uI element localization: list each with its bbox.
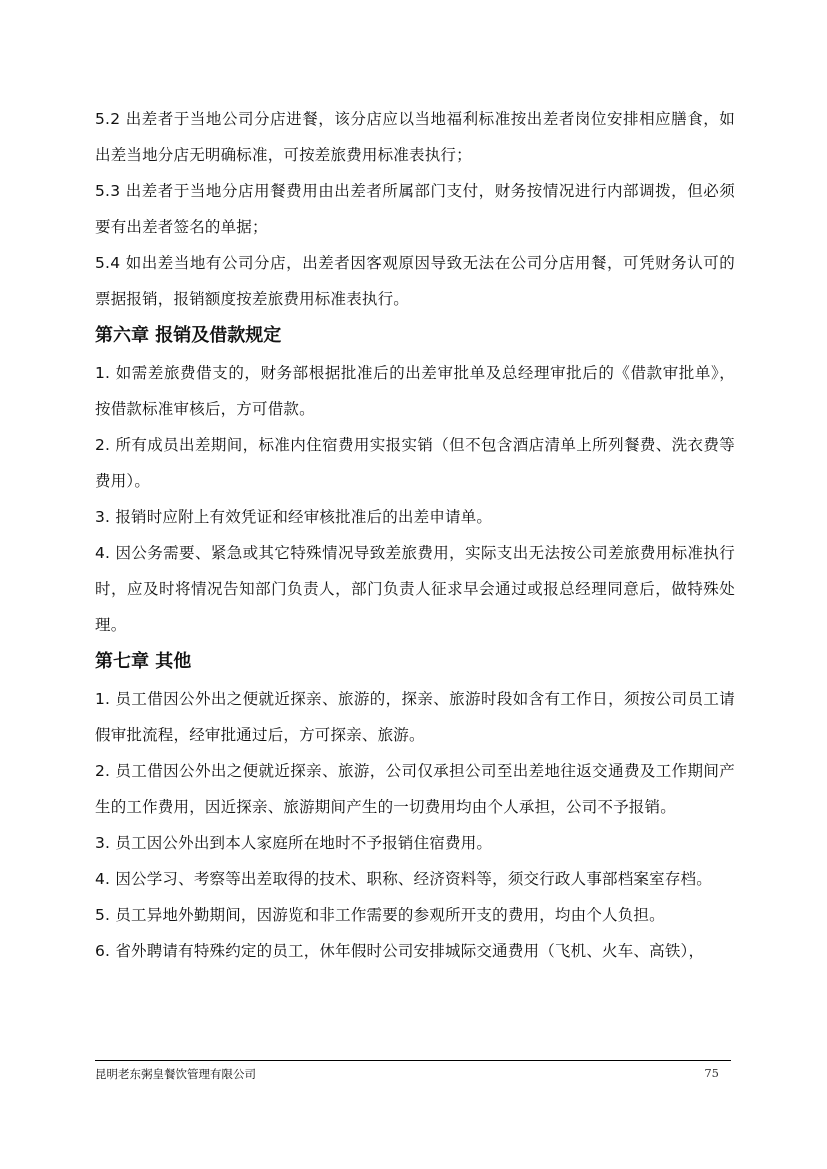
- document-body: [95, 101, 735, 969]
- chapter-6-item-3: 3. 报销时应附上有效凭证和经审核批准后的出差申请单。: [95, 508, 493, 526]
- chapter-7-item-3: 3. 员工因公外出到本人家庭所在地时不予报销住宿费用。: [95, 834, 493, 852]
- footer-page-number: 75: [704, 1066, 719, 1080]
- chapter-6-heading: 第六章 报销及借款规定: [95, 325, 282, 346]
- chapter-6-item-4: 4. 因公务需要、紧急或其它特殊情况导致差旅费用，实际支出无法按公司差旅费用标准执行时，应及时将情况告知部门负责人，部门负责人征求早会通过或报总经理同意后，做特殊处理。: [95, 544, 735, 634]
- chapter-6-item-1: 1. 如需差旅费借支的，财务部根据批准后的出差审批单及总经理审批后的《借款审批单》，按借款标准审核后，方可借款。: [95, 364, 735, 418]
- chapter-7-item-6: 6. 省外聘请有特殊约定的员工，休年假时公司安排城际交通费用（飞机、火车、高铁），: [95, 942, 705, 960]
- chapter-7-item-1: 1. 员工借因公外出之便就近探亲、旅游的，探亲、旅游时段如含有工作日，须按公司员工请假审批流程，经审批通过后，方可探亲、旅游。: [95, 690, 735, 744]
- page-footer: [95, 1060, 731, 1081]
- paragraph-5-4: 5.4 如出差当地有公司分店，出差者因客观原因导致无法在公司分店用餐，可凭财务认可的票据报销，报销额度按差旅费用标准表执行。: [95, 254, 735, 308]
- chapter-7-heading: 第七章 其他: [95, 651, 192, 672]
- paragraph-5-2: 5.2 出差者于当地公司分店进餐，该分店应以当地福利标准按出差者岗位安排相应膳食，如出差当地分店无明确标准，可按差旅费用标准表执行；: [95, 110, 735, 164]
- chapter-7-item-4: 4. 因公学习、考察等出差取得的技术、职称、经济资料等，须交行政人事部档案室存档。: [95, 870, 712, 888]
- footer-company-name: 昆明老东粥皇餐饮管理有限公司: [95, 1067, 256, 1081]
- chapter-6-item-2: 2. 所有成员出差期间，标准内住宿费用实报实销（但不包含酒店清单上所列餐费、洗衣费等费用）。: [95, 436, 735, 490]
- paragraph-5-3: 5.3 出差者于当地分店用餐费用由出差者所属部门支付，财务按情况进行内部调拨，但必须要有出差者签名的单据；: [95, 182, 735, 236]
- chapter-7-item-5: 5. 员工异地外勤期间，因游览和非工作需要的参观所开支的费用，均由个人负担。: [95, 906, 665, 924]
- chapter-7-item-2: 2. 员工借因公外出之便就近探亲、旅游，公司仅承担公司至出差地往返交通费及工作期间产生的工作费用，因近探亲、旅游期间产生的一切费用均由个人承担，公司不予报销。: [95, 762, 735, 816]
